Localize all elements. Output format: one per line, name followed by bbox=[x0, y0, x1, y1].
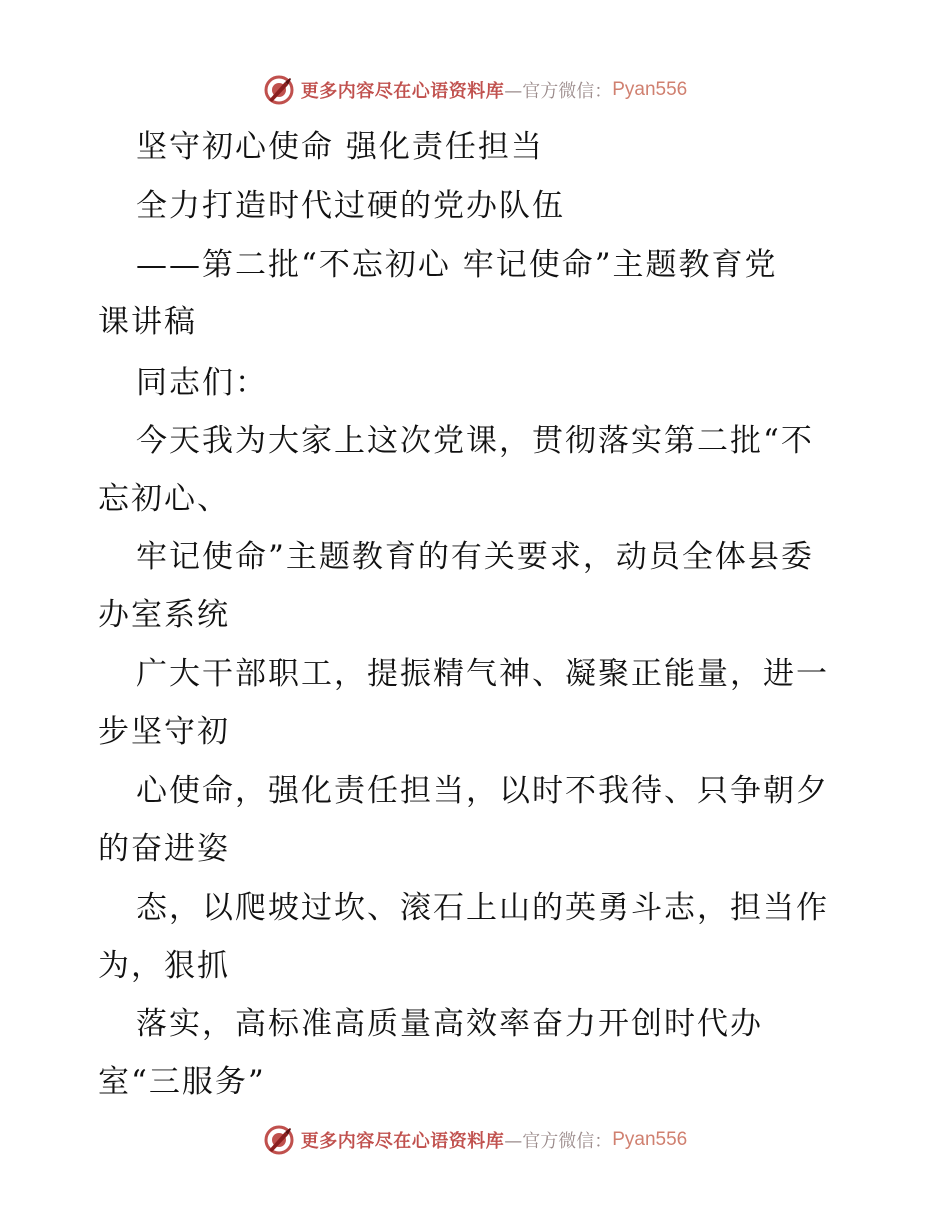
body-line: 室“三服务” bbox=[98, 1064, 266, 1100]
footer-watermark-banner bbox=[0, 1122, 950, 1158]
body-line: 态，以爬坡过坎、滚石上山的英勇斗志，担当作 bbox=[136, 890, 829, 926]
document-title-line-1: 坚守初心使命 强化责任担当 bbox=[136, 129, 544, 165]
body-line: 心使命，强化责任担当，以时不我待、只争朝夕 bbox=[136, 773, 829, 809]
banner-wechat-id: Pyan556 bbox=[612, 1129, 688, 1150]
body-line: 落实，高标准高质量高效率奋力开创时代办 bbox=[136, 1006, 763, 1042]
document-subtitle-line-1: ——第二批“不忘初心 牢记使命”主题教育党 bbox=[136, 247, 778, 283]
document-subtitle-line-2: 课讲稿 bbox=[98, 304, 197, 340]
body-line: 忘初心、 bbox=[98, 481, 230, 517]
body-line: 的奋进姿 bbox=[98, 831, 230, 867]
quill-seal-logo-icon bbox=[263, 1124, 295, 1156]
document-title-line-2: 全力打造时代过硬的党办队伍 bbox=[136, 188, 565, 224]
header-watermark-banner bbox=[0, 72, 950, 108]
body-line: 步坚守初 bbox=[98, 714, 230, 750]
banner-dash-text: —官方微信： bbox=[504, 1131, 613, 1152]
banner-main-text: 更多内容尽在心语资料库 bbox=[300, 1131, 505, 1152]
salutation: 同志们： bbox=[136, 365, 268, 401]
body-line: 办室系统 bbox=[98, 597, 230, 633]
quill-seal-logo-icon bbox=[263, 74, 295, 106]
body-line: 今天我为大家上这次党课，贯彻落实第二批“不 bbox=[136, 423, 814, 459]
banner-dash-text: —官方微信： bbox=[504, 81, 613, 102]
body-line: 广大干部职工，提振精气神、凝聚正能量，进一 bbox=[136, 656, 829, 692]
body-line: 为，狠抓 bbox=[98, 948, 230, 984]
banner-main-text: 更多内容尽在心语资料库 bbox=[300, 81, 505, 102]
body-line: 牢记使命”主题教育的有关要求，动员全体县委 bbox=[136, 539, 814, 575]
banner-wechat-id: Pyan556 bbox=[612, 79, 688, 100]
